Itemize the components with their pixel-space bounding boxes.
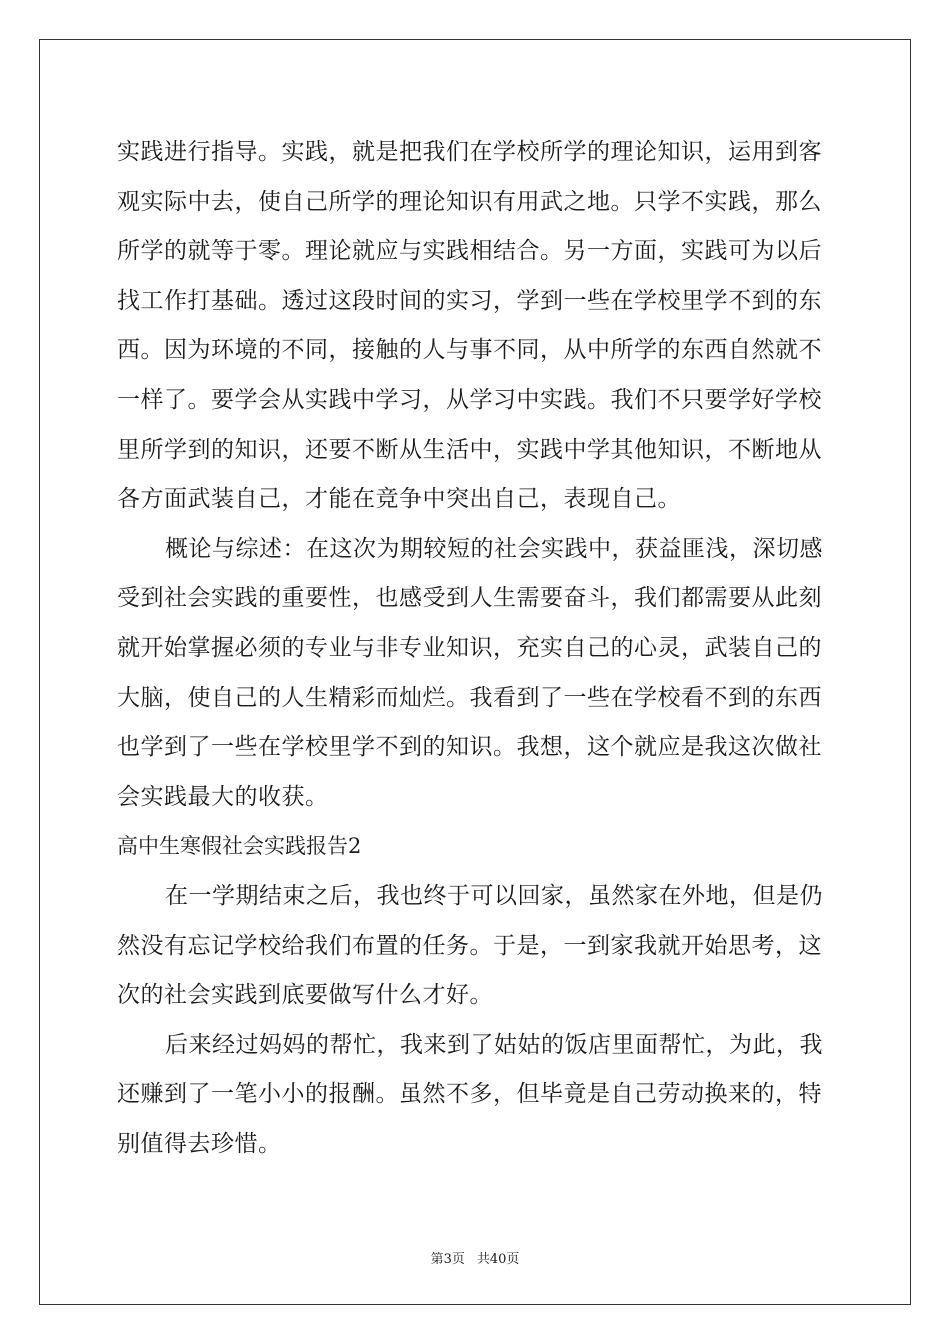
text-line: 实践进行指导。实践，就是把我们在学校所学的理论知识，运用到客 bbox=[117, 139, 822, 165]
text-line: 会实践最大的收获。 bbox=[117, 783, 329, 810]
text-line: 在一学期结束之后，我也终于可以回家，虽然家在外地，但是仍 bbox=[165, 882, 823, 909]
text-line: 找工作打基础。透过这段时间的实习，学到一些在学校里学不到的东 bbox=[117, 287, 822, 314]
paragraph-2 bbox=[117, 525, 833, 823]
text-line: 然没有忘记学校给我们布置的任务。于是，一到家我就开始思考，这 bbox=[117, 932, 822, 959]
text-line: 所学的就等于零。理论就应与实践相结合。另一方面，实践可为以后 bbox=[117, 238, 822, 265]
text-line: 别值得去珍惜。 bbox=[117, 1130, 282, 1157]
page-footer bbox=[0, 1248, 950, 1267]
text-line: 就开始掌握必须的专业与非专业知识，充实自己的心灵，武装自己的 bbox=[117, 634, 822, 661]
paragraph-4 bbox=[117, 1021, 833, 1170]
section-title: 高中生寒假社会实践报告2 bbox=[117, 834, 362, 859]
text-line: 也学到了一些在学校里学不到的知识。我想，这个就应是我这次做社 bbox=[117, 734, 822, 761]
text-line: 还赚到了一笔小小的报酬。虽然不多，但毕竟是自己劳动换来的，特 bbox=[117, 1081, 822, 1108]
text-line: 概论与综述：在这次为期较短的社会实践中，获益匪浅，深切感 bbox=[165, 535, 823, 562]
text-line: 观实际中去，使自己所学的理论知识有用武之地。只学不实践，那么 bbox=[117, 188, 822, 215]
text-line: 西。因为环境的不同，接触的人与事不同，从中所学的东西自然就不 bbox=[117, 337, 822, 364]
text-line: 各方面武装自己，才能在竞争中突出自己，表现自己。 bbox=[117, 486, 681, 513]
paragraph-3 bbox=[117, 872, 833, 1021]
text-line: 大脑，使自己的人生精彩而灿烂。我看到了一些在学校看不到的东西 bbox=[117, 684, 822, 711]
text-line: 一样了。要学会从实践中学习，从学习中实践。我们不只要学好学校 bbox=[117, 386, 822, 413]
text-line: 次的社会实践到底要做写什么才好。 bbox=[117, 982, 493, 1009]
document-body bbox=[117, 128, 833, 1169]
page-number: 第3页 bbox=[430, 1252, 465, 1267]
text-line: 后来经过妈妈的帮忙，我来到了姑姑的饭店里面帮忙，为此，我 bbox=[165, 1031, 823, 1058]
total-pages: 共40页 bbox=[476, 1252, 520, 1267]
text-line: 里所学到的知识，还要不断从生活中，实践中学其他知识，不断地从 bbox=[117, 436, 822, 463]
paragraph-1 bbox=[117, 128, 833, 525]
text-line: 受到社会实践的重要性，也感受到人生需要奋斗，我们都需要从此刻 bbox=[117, 585, 822, 612]
